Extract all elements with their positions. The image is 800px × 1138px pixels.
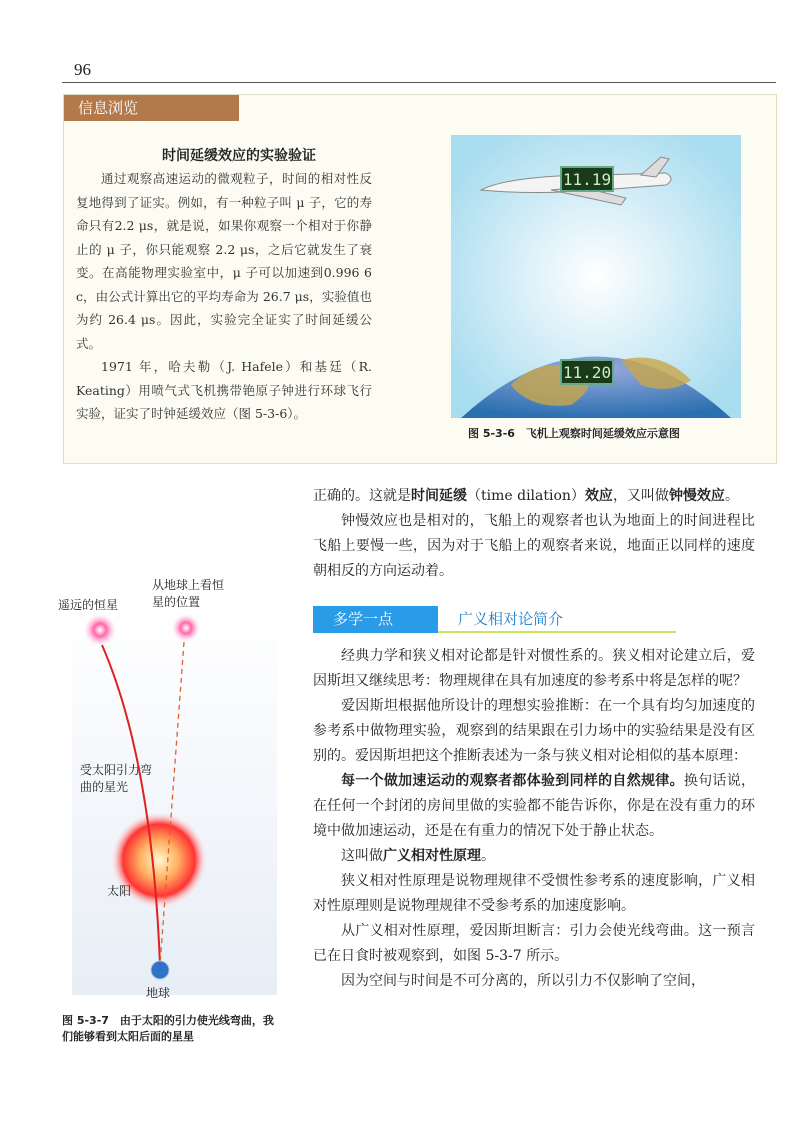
paragraph bbox=[313, 484, 755, 509]
paragraph bbox=[313, 844, 755, 869]
figure-5-3-7 bbox=[58, 560, 277, 1010]
distant-star-icon bbox=[84, 614, 116, 646]
label-distant-star: 遥远的恒星 bbox=[58, 598, 119, 612]
term: 广义相对性原理 bbox=[383, 848, 481, 864]
section-header bbox=[313, 606, 755, 636]
label-bent-light: 受太阳引力弯曲的星光 bbox=[80, 763, 153, 794]
paragraph: 因为空间与时间是不可分离的，所以引力不仅影响了空间， bbox=[341, 973, 705, 989]
page-number: 96 bbox=[74, 60, 91, 79]
text: 。 bbox=[481, 848, 495, 864]
label-earth: 地球 bbox=[146, 986, 171, 1000]
figure-5-3-6 bbox=[451, 135, 741, 418]
text: 换句话说，在任何一个封闭的房间里做的实验都不能告诉你，你是在没有重力的环境中做加速运动，还是在有重力的情况下处于静止状态。 bbox=[313, 773, 756, 839]
section-tag: 多学一点 bbox=[313, 606, 438, 633]
paragraph: 钟慢效应也是相对的，飞船上的观察者也认为地面上的时间进程比飞船上要慢一些，因为对于飞船上的观察者来说，地面正以同样的速度朝相反的方向运动着。 bbox=[313, 513, 755, 579]
text: 这叫做 bbox=[341, 848, 383, 864]
main-text bbox=[313, 484, 755, 994]
paragraph: 从广义相对性原理，爱因斯坦断言：引力会使光线弯曲。这一预言已在日食时被观察到，如图 5-3-7 所示。 bbox=[313, 923, 755, 964]
earth-clock-reading: 11.20 bbox=[562, 363, 612, 382]
info-box-title: 时间延缓效应的实验验证 bbox=[162, 148, 316, 164]
label-apparent-position: 从地球上看恒星的位置 bbox=[152, 578, 225, 609]
apparent-star-icon bbox=[172, 614, 200, 642]
info-paragraph: 通过观察高速运动的微观粒子，时间的相对性反复地得到了证实。例如，有一种粒子叫 μ 子，它的寿命只有2.2 μs，就是说，如果你观察一个相对于你静止的 μ 子，你只能观察 2.2 μs，之后它就发生了衰变。在高能物理实验室中，μ 子可以加速到0.996 6 c，由公式计算出它的平均寿命为 26.7 μs，实验值也为约 26.4 μs。因此，实验完全证实了时间延缓公式。 bbox=[76, 171, 372, 351]
info-box-text bbox=[76, 167, 372, 426]
plane-clock-reading: 11.19 bbox=[562, 170, 612, 189]
figure-caption: 图 5-3-6 飞机上观察时间延缓效应示意图 bbox=[468, 427, 680, 440]
paragraph: 经典力学和狭义相对论都是针对惯性系的。狭义相对论建立后，爱因斯坦又继续思考：物理规律在具有加速度的参考系中将是怎样的呢？ bbox=[313, 648, 755, 689]
header-rule bbox=[62, 82, 776, 83]
info-box-tab: 信息浏览 bbox=[64, 95, 239, 121]
info-box bbox=[63, 94, 777, 464]
figure-caption: 图 5-3-7 由于太阳的引力使光线弯曲，我们能够看到太阳后面的星星 bbox=[62, 1014, 274, 1043]
info-paragraph: 1971 年，哈夫勒（J. Hafele）和基廷（R. Keating）用喷气式飞机携带铯原子钟进行环球飞行实验，证实了时钟延缓效应（图 5-3-6）。 bbox=[76, 359, 372, 421]
text: 。 bbox=[724, 488, 739, 504]
paragraph: 爱因斯坦根据他所设计的理想实验推断：在一个具有均匀加速度的参考系中做物理实验，观察到的结果跟在引力场中的实验结果是没有区别的。爱因斯坦把这个推断表述为一条与狭义相对论相似的基本原理： bbox=[313, 698, 755, 764]
term: 效应 bbox=[584, 488, 613, 504]
text: 正确的。这就是 bbox=[313, 488, 411, 504]
text: （time dilation） bbox=[467, 488, 585, 504]
paragraph: 狭义相对性原理是说物理规律不受惯性参考系的速度影响，广义相对性原理则是说物理规律不受参考系的加速度影响。 bbox=[313, 873, 755, 914]
term: 时间延缓 bbox=[411, 488, 467, 504]
earth-icon bbox=[151, 961, 169, 979]
text: ，又叫做 bbox=[612, 488, 669, 504]
paragraph bbox=[313, 769, 755, 844]
section-title: 广义相对论简介 bbox=[458, 610, 564, 628]
term: 钟慢效应 bbox=[668, 488, 725, 504]
label-sun: 太阳 bbox=[107, 884, 132, 898]
principle: 每一个做加速运动的观察者都体验到同样的自然规律。 bbox=[341, 773, 684, 789]
